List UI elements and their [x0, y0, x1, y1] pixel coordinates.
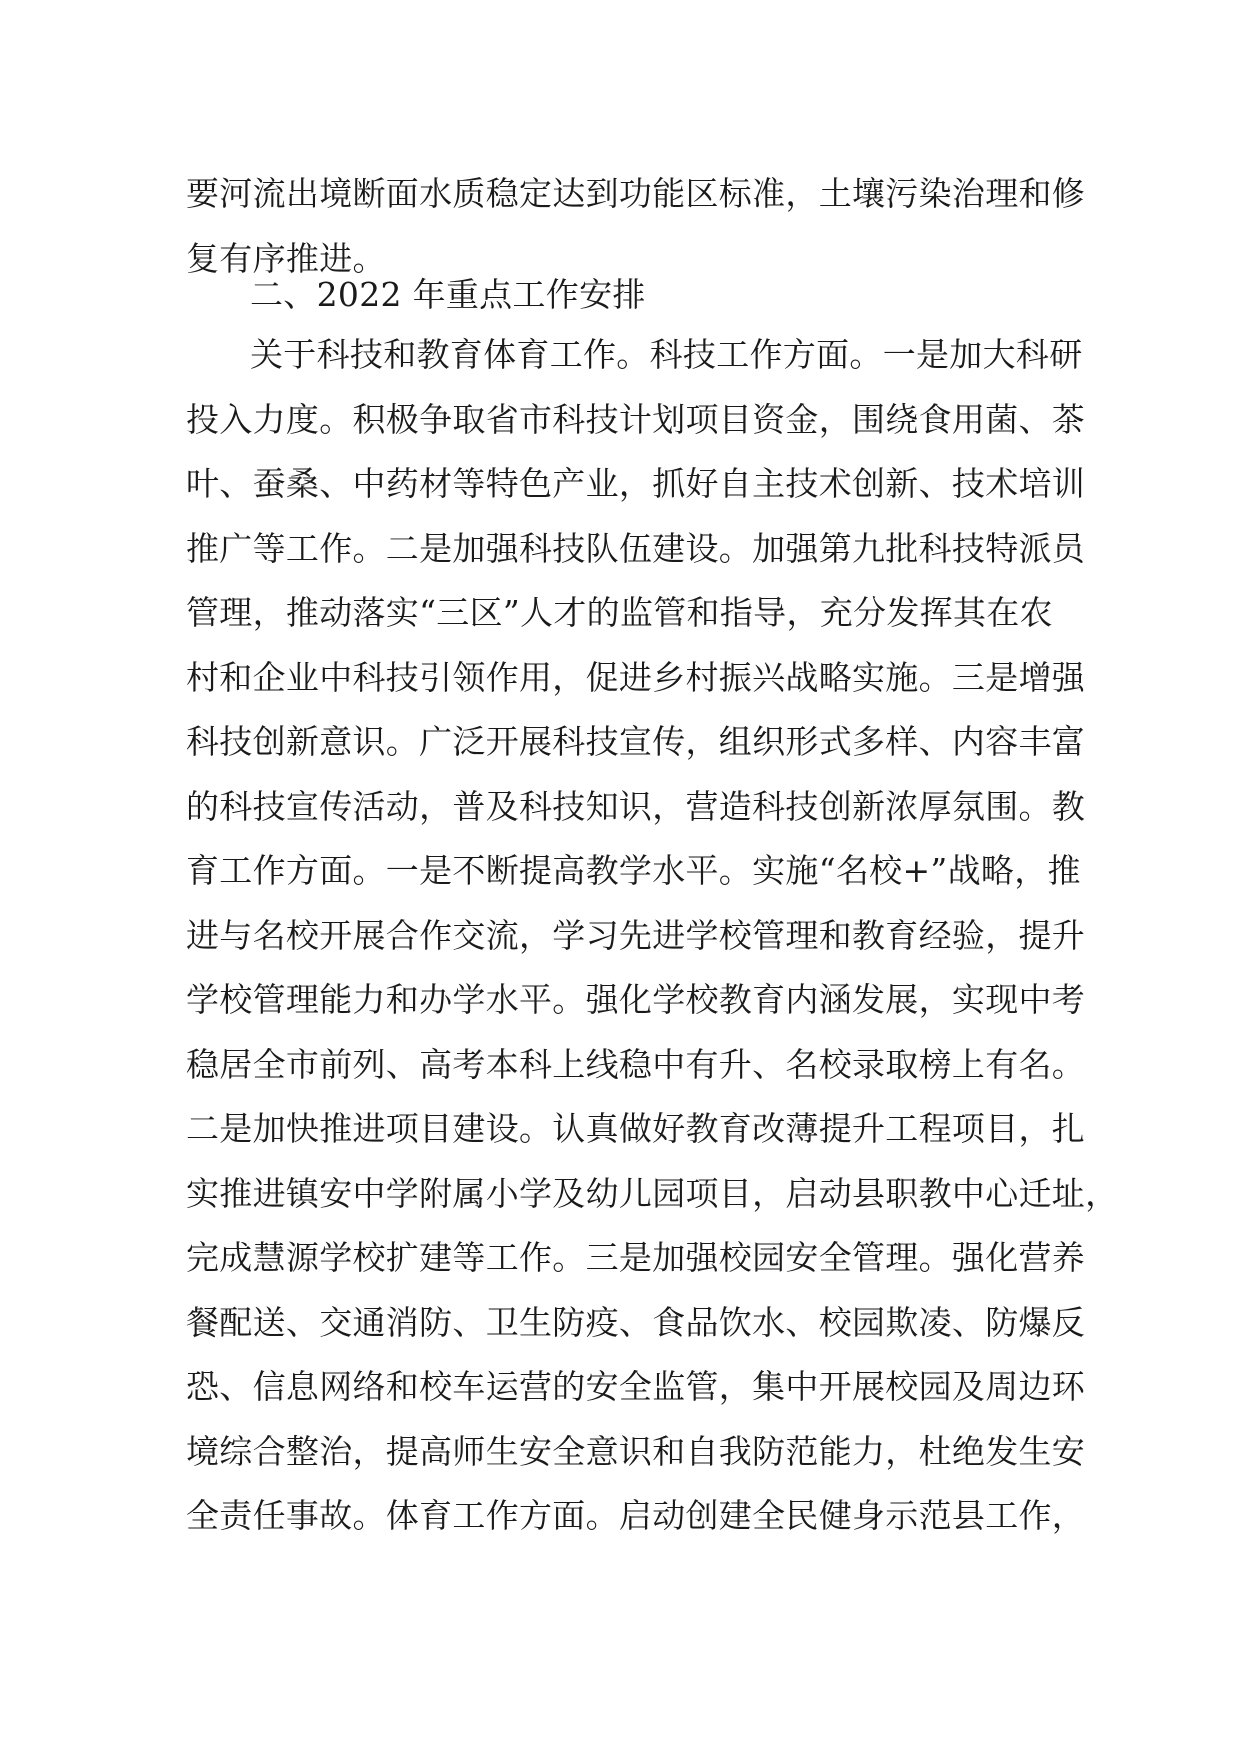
text-line: 村和企业中科技引领作用，促进乡村振兴战略实施。三是增强	[186, 657, 1086, 697]
text-line: 叶、蚕桑、中药材等特色产业，抓好自主技术创新、技术培训	[186, 464, 1086, 503]
text-line: 的科技宣传活动，普及科技知识，营造科技创新浓厚氛围。教	[186, 786, 1086, 826]
text-line: 完成慧源学校扩建等工作。三是加强校园安全管理。强化营养	[186, 1238, 1086, 1277]
text-line: 管理，推动落实“三区”人才的监管和指导，充分发挥其在农	[186, 593, 1053, 632]
text-line: 餐配送、交通消防、卫生防疫、食品饮水、校园欺凌、防爆反	[186, 1302, 1086, 1342]
text-line: 复有序推进。	[186, 238, 386, 278]
section-heading-block	[186, 263, 1068, 328]
text-line: 学校管理能力和办学水平。强化学校教育内涵发展，实现中考	[186, 980, 1086, 1019]
text-line: 稳居全市前列、高考本科上线稳中有升、名校录取榜上有名。	[186, 1044, 1086, 1084]
text-line: 恐、信息网络和校车运营的安全监管，集中开展校园及周边环	[186, 1367, 1086, 1406]
text-line: 二是加快推进项目建设。认真做好教育改薄提升工程项目，扎	[186, 1109, 1086, 1148]
text-line: 实推进镇安中学附属小学及幼儿园项目，启动县职教中心迁址，	[186, 1173, 1119, 1213]
text-line: 全责任事故。体育工作方面。启动创建全民健身示范县工作，	[186, 1496, 1086, 1535]
section-heading: 二、2022 年重点工作安排	[250, 275, 646, 314]
text-line: 科技创新意识。广泛开展科技宣传，组织形式多样、内容丰富	[186, 722, 1086, 761]
text-line: 推广等工作。二是加强科技队伍建设。加强第九批科技特派员	[186, 528, 1086, 568]
text-line: 境综合整治，提高师生安全意识和自我防范能力，杜绝发生安	[186, 1431, 1086, 1471]
text-line: 关于科技和教育体育工作。科技工作方面。一是加大科研	[250, 335, 1083, 374]
text-line: 育工作方面。一是不断提高教学水平。实施“名校+”战略，推	[186, 851, 1081, 890]
text-line: 要河流出境断面水质稳定达到功能区标准，土壤污染治理和修	[186, 174, 1086, 213]
text-line: 投入力度。积极争取省市科技计划项目资金，围绕食用菌、茶	[186, 399, 1086, 439]
paragraph-science-education	[186, 323, 1119, 1549]
text-line: 进与名校开展合作交流，学习先进学校管理和教育经验，提升	[186, 915, 1086, 955]
